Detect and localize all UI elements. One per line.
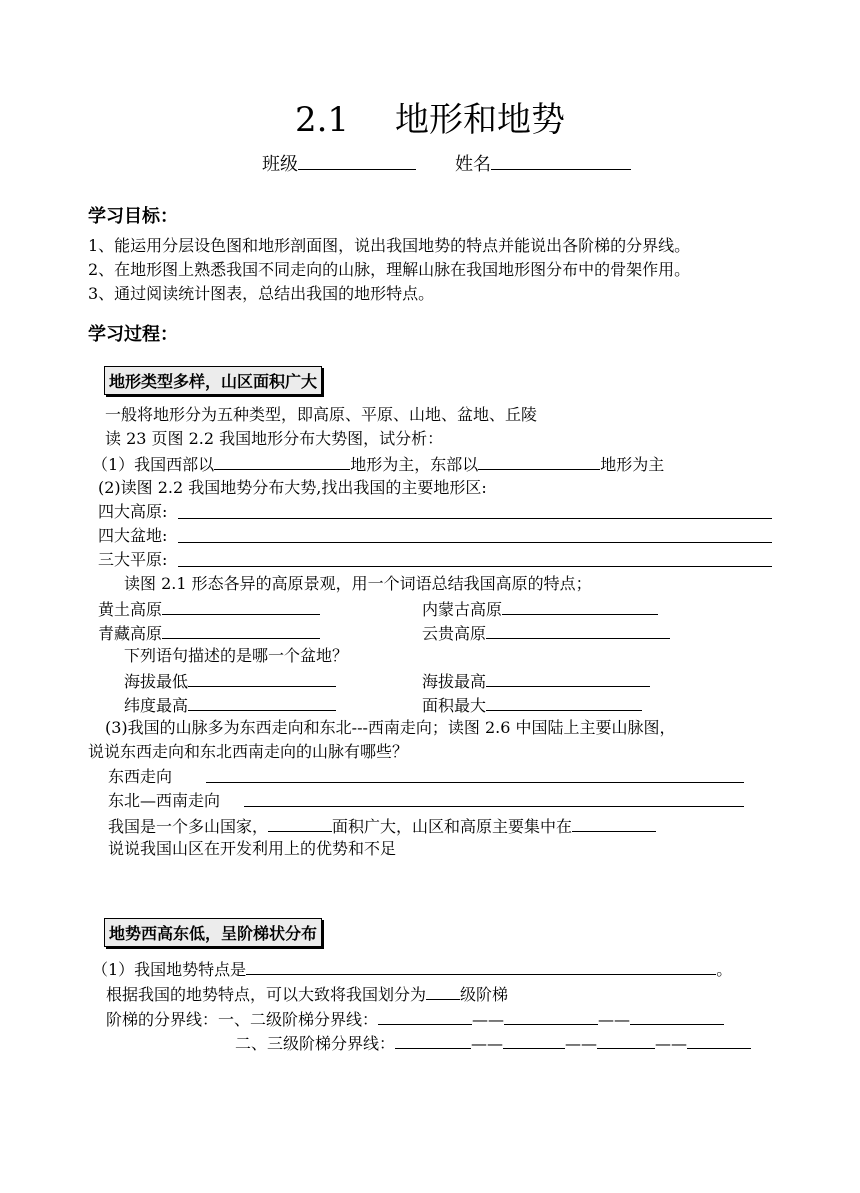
mountain-country-line: 我国是一个多山国家， 面积广大，山区和高原主要集中在	[108, 815, 656, 837]
boundary-1-2-blank-c[interactable]	[630, 1008, 724, 1025]
question-3-text-cont: 说说东西走向和东北西南走向的山脉有哪些？	[88, 742, 409, 761]
east-landform-blank[interactable]	[478, 453, 600, 470]
boundary-1-2-blank-a[interactable]	[378, 1008, 472, 1025]
lowest-basin-blank[interactable]	[188, 670, 336, 687]
goals-heading: 学习目标：	[88, 206, 178, 227]
question-1-line: （1）我国西部以 地形为主，东部以 地形为主	[92, 455, 665, 474]
landform-types-text: 一般将地形分为五种类型，即高原、平原、山地、盆地、丘陵	[105, 405, 538, 424]
loess-plateau-blank[interactable]	[162, 598, 320, 615]
mountain-area-blank[interactable]	[268, 815, 332, 832]
west-landform-blank[interactable]	[214, 453, 350, 470]
boundary-1-2-blank-b[interactable]	[504, 1008, 598, 1025]
mountain-region-blank[interactable]	[572, 815, 656, 832]
plains-label: 三大平原:	[98, 550, 168, 569]
read-figure-22-text: 读 23 页图 2.2 我国地形分布大势图，试分析：	[105, 429, 444, 448]
latitude-basin-field: 纬度最高	[124, 694, 336, 716]
goal-item-3: 3、通过阅读统计图表，总结出我国的地形特点。	[88, 284, 435, 303]
latitude-basin-blank[interactable]	[188, 694, 336, 711]
question-2-text: (2)读图 2.2 我国地势分布大势,找出我国的主要地形区:	[98, 478, 487, 497]
boundary-2-3-blank-d[interactable]	[687, 1032, 751, 1049]
east-west-blank[interactable]	[206, 782, 744, 783]
lowest-basin-field: 海拔最低	[124, 670, 336, 692]
basins-label: 四大盆地:	[98, 526, 168, 545]
name-field: 姓名	[455, 150, 631, 176]
steps-count-blank[interactable]	[426, 983, 460, 1000]
boundary-2-3-line: 二、三级阶梯分界线： —— —— ——	[235, 1032, 751, 1054]
yungui-blank[interactable]	[486, 622, 670, 639]
goal-item-2: 2、在地形图上熟悉我国不同走向的山脉，理解山脉在我国地形图分布中的骨架作用。	[88, 260, 691, 279]
steps-count-line: 根据我国的地势特点，可以大致将我国划分为 级阶梯	[106, 985, 509, 1004]
read-figure-21-text: 读图 2.1 形态各异的高原景观，用一个词语总结我国高原的特点；	[124, 574, 592, 593]
question-3-text: (3)我国的山脉多为东西走向和东北---西南走向；读图 2.6 中国陆上主要山脉图，	[105, 718, 676, 737]
class-blank[interactable]	[298, 153, 416, 170]
terrain-feature-blank[interactable]	[246, 958, 716, 975]
plateaus-blank[interactable]	[178, 518, 772, 519]
class-field: 班级	[262, 150, 416, 176]
lesson-title: 地形和地势	[395, 100, 566, 140]
yungui-field: 云贵高原	[422, 622, 670, 644]
basins-blank[interactable]	[178, 542, 772, 543]
largest-basin-blank[interactable]	[486, 694, 642, 711]
ne-sw-label: 东北—西南走向	[108, 791, 221, 810]
highest-basin-blank[interactable]	[486, 670, 650, 687]
page-title	[0, 92, 860, 141]
east-west-label: 东西走向	[108, 767, 173, 786]
name-blank[interactable]	[491, 153, 631, 170]
terrain-feature-line: （1）我国地势特点是 。	[92, 960, 733, 979]
plateaus-label: 四大高原:	[98, 502, 168, 521]
ne-sw-blank[interactable]	[244, 806, 744, 807]
boundary-2-3-blank-c[interactable]	[597, 1032, 655, 1049]
inner-mongolia-blank[interactable]	[502, 598, 658, 615]
plains-blank[interactable]	[178, 566, 772, 567]
section1-heading-box: 地形类型多样，山区面积广大	[104, 366, 322, 395]
lesson-number: 2.1	[294, 100, 350, 140]
boundary-2-3-blank-a[interactable]	[395, 1032, 471, 1049]
process-heading: 学习过程：	[88, 324, 178, 345]
section2-heading-box: 地势西高东低，呈阶梯状分布	[104, 918, 322, 947]
pros-cons-text: 说说我国山区在开发利用上的优势和不足	[108, 839, 397, 858]
qinghai-tibet-field: 青藏高原	[98, 622, 320, 644]
goal-item-1: 1、能运用分层设色图和地形剖面图，说出我国地势的特点并能说出各阶梯的分界线。	[88, 236, 691, 255]
which-basin-text: 下列语句描述的是哪一个盆地？	[124, 646, 349, 665]
largest-basin-field: 面积最大	[422, 694, 642, 716]
highest-basin-field: 海拔最高	[422, 670, 650, 692]
loess-plateau-field: 黄土高原	[98, 598, 320, 620]
boundary-1-2-line: 阶梯的分界线：一、二级阶梯分界线： —— ——	[106, 1008, 724, 1030]
inner-mongolia-field: 内蒙古高原	[422, 598, 658, 620]
qinghai-tibet-blank[interactable]	[162, 622, 320, 639]
boundary-2-3-blank-b[interactable]	[503, 1032, 565, 1049]
